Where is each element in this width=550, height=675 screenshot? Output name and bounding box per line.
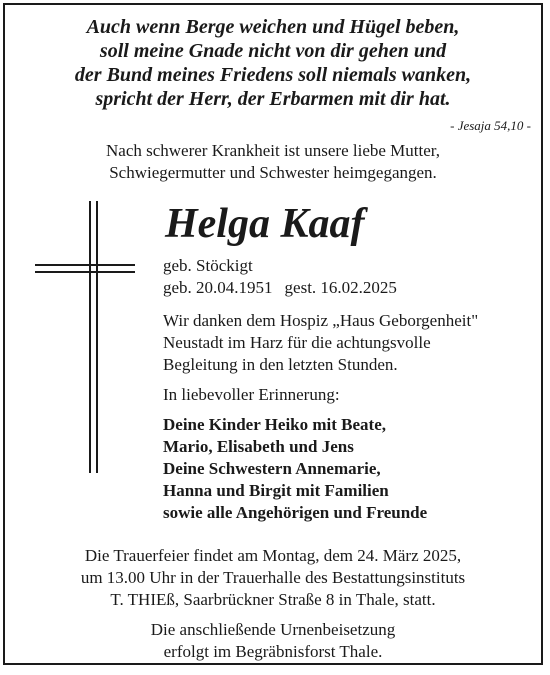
- funeral-line: T. THIEß, Saarbrückner Straße 8 in Thale, statt.: [110, 590, 436, 609]
- birth-date: geb. 20.04.1951: [163, 278, 273, 297]
- mourner-line: Deine Schwestern Annemarie,: [163, 459, 381, 478]
- intro-text: [5, 140, 541, 184]
- verse-line: der Bund meines Friedens soll niemals wanken,: [74, 64, 472, 86]
- bible-verse: [5, 15, 541, 111]
- verse-source: - Jesaja 54,10 -: [450, 118, 531, 133]
- thanks-line: Wir danken dem Hospiz „Haus Geborgenheit": [163, 311, 479, 330]
- intro-line: Schwiegermutter und Schwester heimgegangen.: [109, 163, 437, 182]
- funeral-line: um 13.00 Uhr in der Trauerhalle des Bestattungsinstituts: [80, 568, 466, 587]
- funeral-info: [5, 545, 541, 663]
- death-date: gest. 16.02.2025: [284, 278, 397, 297]
- verse-line: Auch wenn Berge weichen und Hügel beben,: [86, 16, 460, 38]
- mourners-heading: In liebevoller Erinnerung:: [163, 385, 340, 404]
- thanks-line: Neustadt im Harz für die achtungsvolle: [163, 333, 431, 352]
- life-dates: [163, 277, 478, 299]
- intro-line: Nach schwerer Krankheit ist unsere liebe Mutter,: [106, 141, 440, 160]
- verse-line: soll meine Gnade nicht von dir gehen und: [99, 40, 447, 62]
- maiden-name: geb. Stöckigt: [163, 256, 253, 275]
- urn-line: Die anschließende Urnenbeisetzung: [150, 620, 396, 639]
- urn-line: erfolgt im Begräbnisforst Thale.: [163, 642, 383, 661]
- mourner-line: Hanna und Birgit mit Familien: [163, 481, 389, 500]
- mourner-line: Mario, Elisabeth und Jens: [163, 437, 354, 456]
- details-block: [163, 255, 478, 524]
- deceased-name: Helga Kaaf: [165, 201, 365, 247]
- funeral-line: Die Trauerfeier findet am Montag, dem 24. März 2025,: [84, 546, 462, 565]
- mourner-line: sowie alle Angehörigen und Freunde: [163, 503, 428, 522]
- obituary-card: [3, 3, 543, 665]
- thanks-line: Begleitung in den letzten Stunden.: [163, 355, 398, 374]
- verse-line: spricht der Herr, der Erbarmen mit dir hat.: [95, 88, 451, 110]
- cross-icon: [35, 201, 135, 473]
- mourner-line: Deine Kinder Heiko mit Beate,: [163, 415, 387, 434]
